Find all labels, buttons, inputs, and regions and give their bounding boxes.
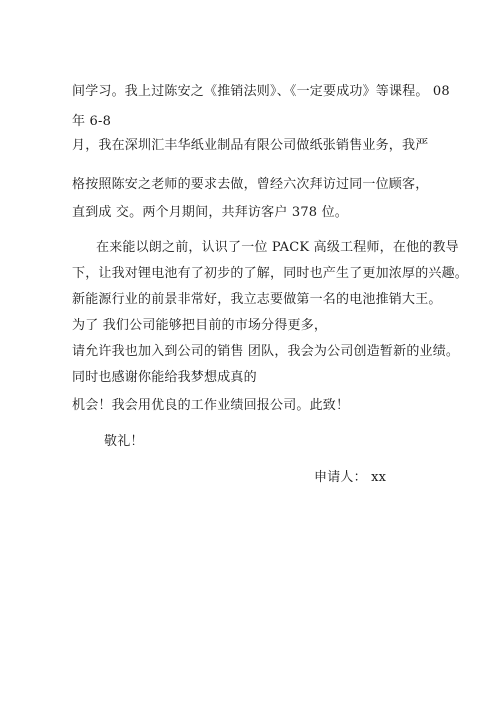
body-line: 直到成 交。两个月期间，共拜访客户 378 位。 — [72, 205, 349, 220]
body-line: 请允许我也加入到公司的销售 团队，我会为公司创造暂新的业绩。 — [72, 344, 460, 359]
body-line: 同时也感谢你能给我梦想成真的 — [72, 370, 257, 385]
body-line: 下，让我对锂电池有了初步的了解，同时也产生了更加浓厚的兴趣。 — [72, 266, 469, 281]
closing-text: 敬礼！ — [104, 434, 144, 449]
body-line: 年 6-8 — [72, 114, 112, 129]
body-line: 为了 我们公司能够把目前的市场分得更多， — [72, 318, 328, 333]
body-line: 新能源行业的前景非常好，我立志要做第一名的电池推销大王。 — [72, 292, 442, 307]
body-line: 格按照陈安之老师的要求去做，曾经六次拜访过同一位顾客， — [72, 177, 429, 192]
body-line: 间学习。我上过陈安之《推销法则》、《一定要成功》等课程。 08 — [72, 84, 450, 99]
body-line: 机会！我会用优良的工作业绩回报公司。此致！ — [72, 398, 350, 413]
body-line: 在来能以朗之前，认识了一位 PACK 高级工程师，在他的教导 — [96, 240, 459, 255]
signature-line: 申请人： xx — [314, 470, 387, 485]
body-line: 月，我在深圳汇丰华纸业制品有限公司做纸张销售业务，我严 — [72, 138, 429, 153]
